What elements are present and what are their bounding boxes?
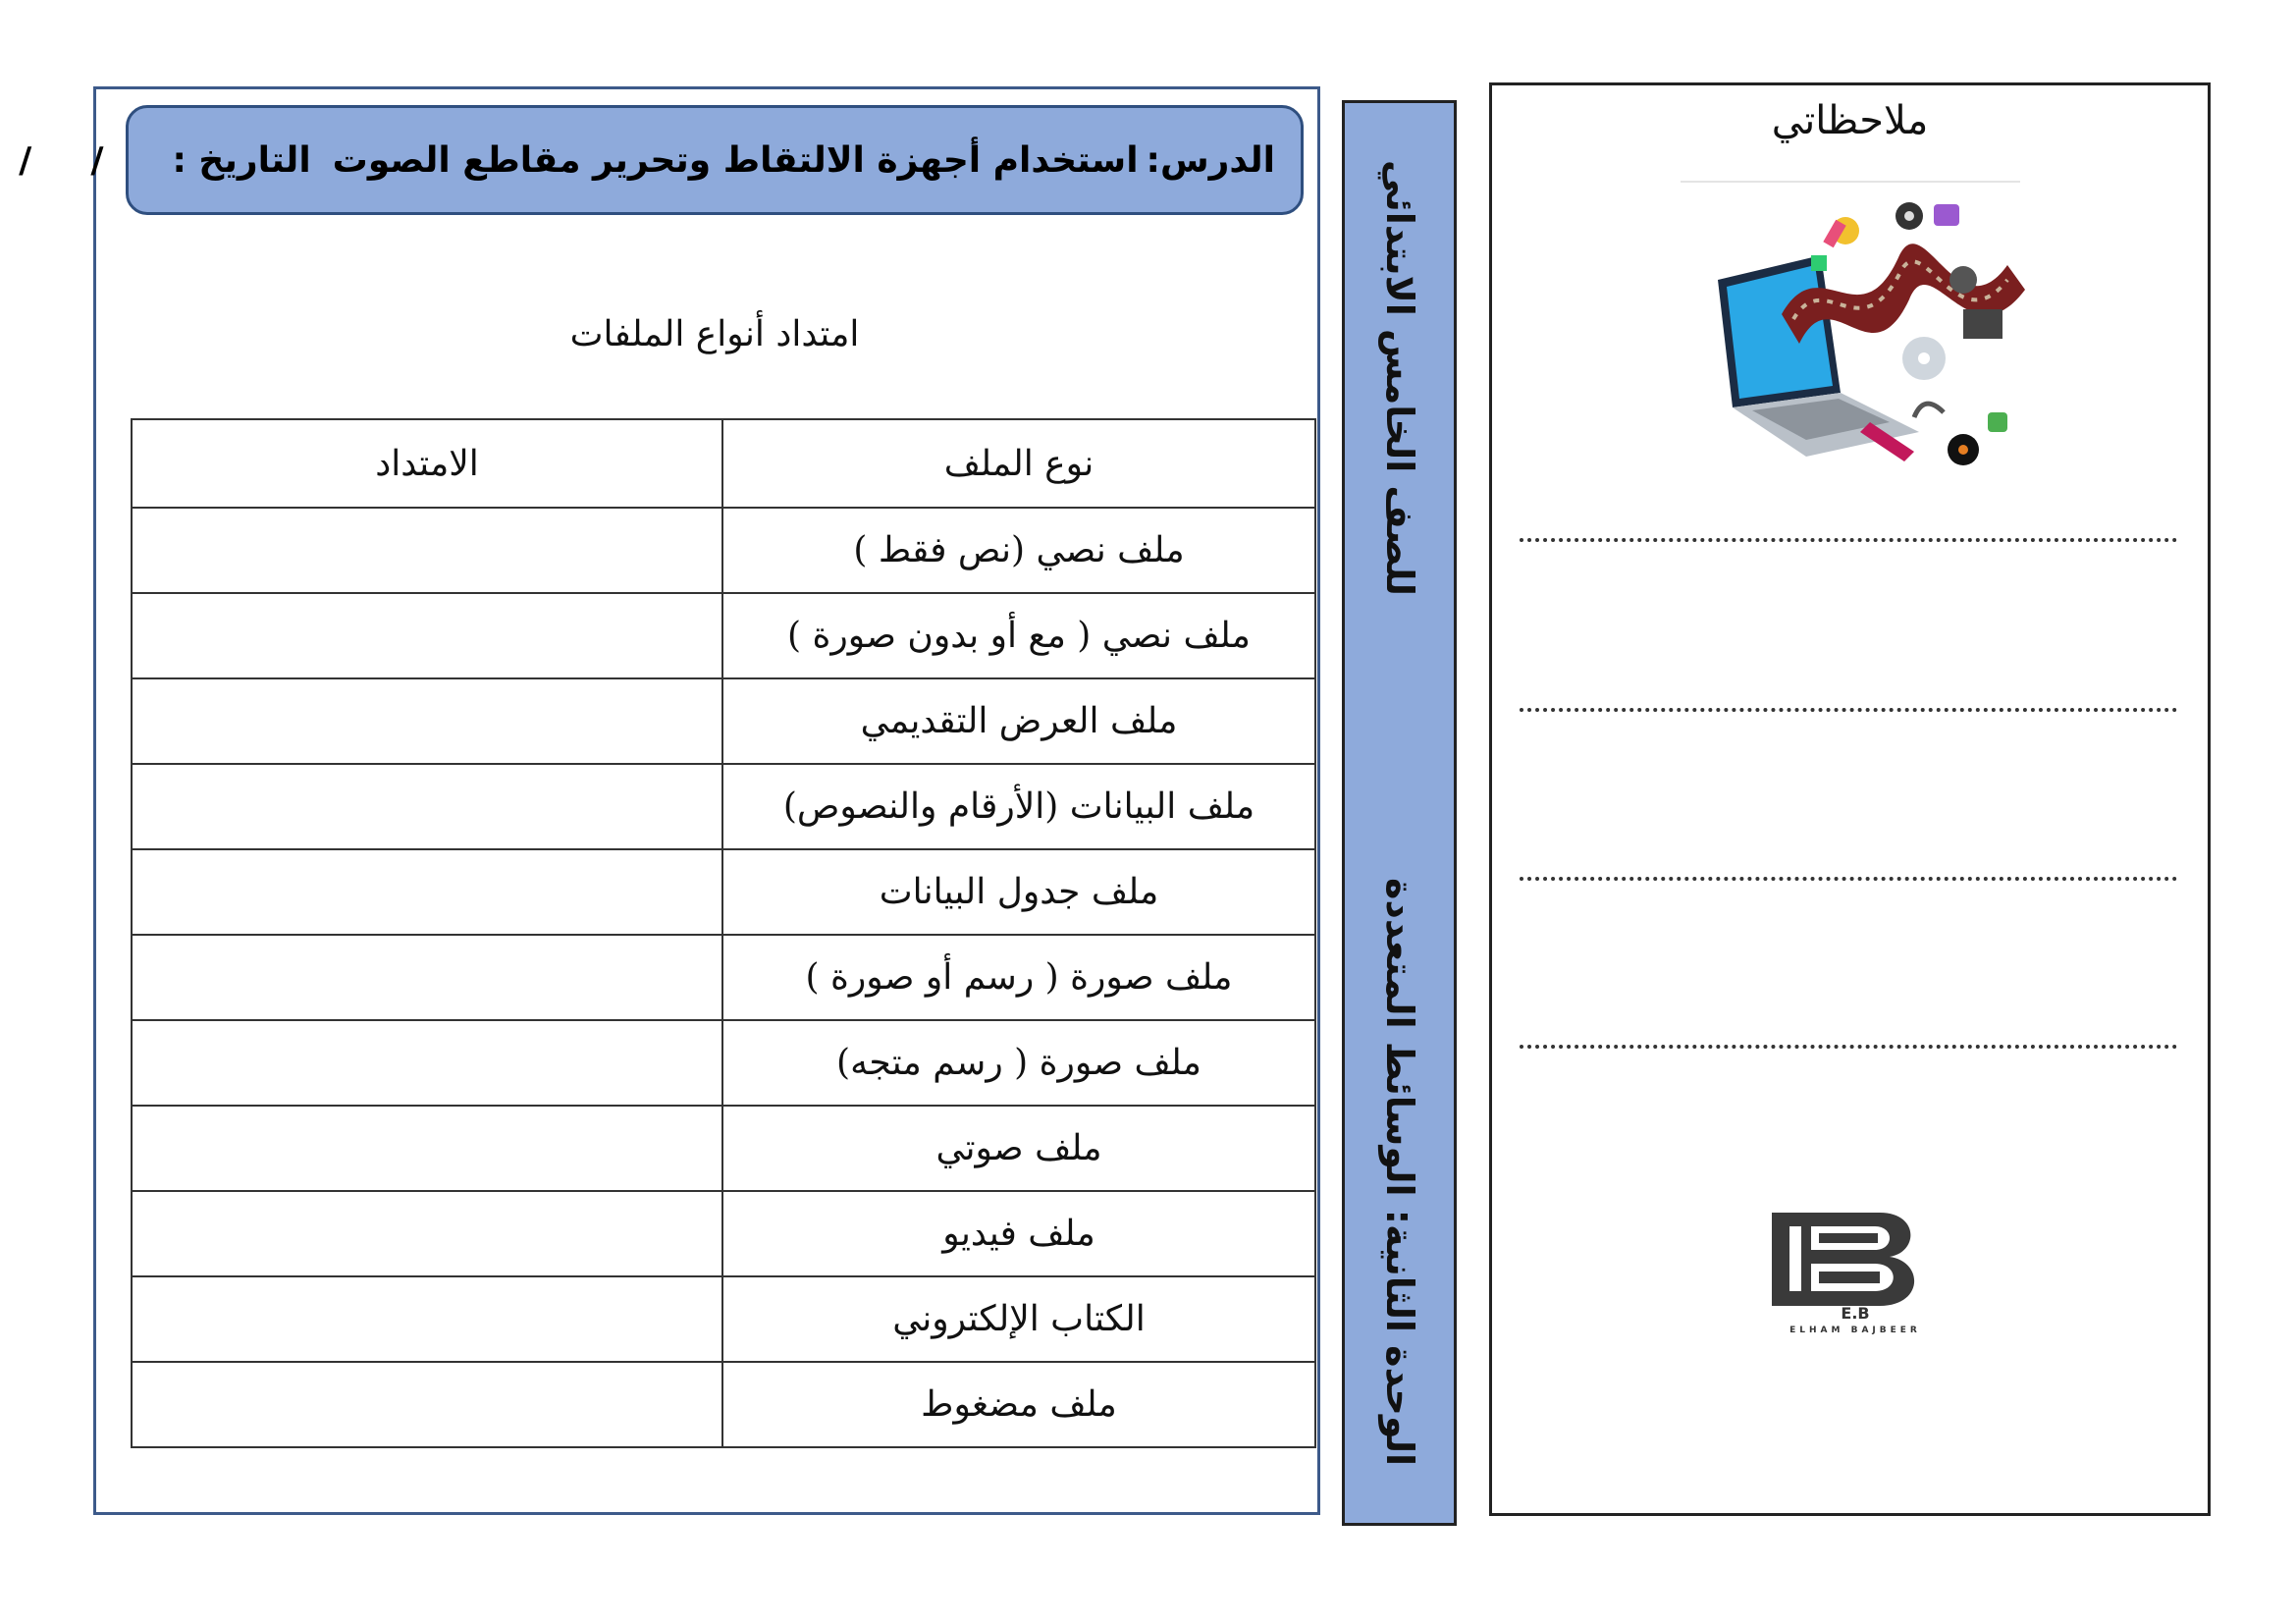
table-row — [132, 1362, 1315, 1447]
table-row — [132, 1106, 1315, 1191]
note-line-1[interactable] — [1520, 538, 2177, 542]
lesson-label: الدرس: — [1146, 139, 1275, 181]
extension-cell[interactable] — [132, 593, 722, 678]
multimedia-illustration — [1713, 187, 2027, 501]
file-type-cell: الكتاب الإلكتروني — [722, 1276, 1315, 1362]
file-type-cell: ملف صوتي — [722, 1106, 1315, 1191]
unit-title: الوحدة الثانية: الوسائط المتعددة — [1377, 877, 1421, 1466]
table-row — [132, 935, 1315, 1020]
extension-cell[interactable] — [132, 678, 722, 764]
note-line-2[interactable] — [1520, 708, 2177, 712]
extension-cell[interactable] — [132, 935, 722, 1020]
file-type-cell: ملف نصي (نص فقط ) — [722, 508, 1315, 593]
logo-caption: ELHAM BAJBEER — [1789, 1326, 1921, 1335]
table-row — [132, 593, 1315, 678]
note-line-4[interactable] — [1520, 1045, 2177, 1049]
file-type-cell: ملف البيانات (الأرقام والنصوص) — [722, 764, 1315, 849]
file-extension-table — [131, 418, 1316, 1448]
section-title: امتداد أنواع الملفات — [569, 314, 860, 354]
file-type-cell: ملف صورة ( رسم متجه) — [722, 1020, 1315, 1106]
notes-divider — [1681, 181, 2020, 183]
file-type-cell: ملف صورة ( رسم أو صورة ) — [722, 935, 1315, 1020]
unit-band — [1342, 100, 1457, 1526]
lesson-header — [19, 105, 1304, 215]
unit-band-text — [1378, 111, 1421, 1515]
table-row — [132, 678, 1315, 764]
table-row — [132, 1020, 1315, 1106]
extension-cell[interactable] — [132, 1191, 722, 1276]
file-type-cell: ملف مضغوط — [722, 1362, 1315, 1447]
logo-letters: E.B — [1841, 1304, 1870, 1323]
lesson-title: استخدام أجهزة الالتقاط وتحرير مقاطع الصوت — [332, 139, 1139, 181]
extension-cell[interactable] — [132, 1106, 722, 1191]
table-row — [132, 1276, 1315, 1362]
date-slash-1: / — [90, 139, 104, 181]
extension-cell[interactable] — [132, 1276, 722, 1362]
file-type-cell: ملف فيديو — [722, 1191, 1315, 1276]
note-line-3[interactable] — [1520, 877, 2177, 881]
header-file-type: نوع الملف — [722, 419, 1315, 508]
table-row — [132, 1191, 1315, 1276]
extension-cell[interactable] — [132, 1362, 722, 1447]
table-header-row — [132, 419, 1315, 508]
extension-cell[interactable] — [132, 508, 722, 593]
notes-title: ملاحظاتي — [1771, 98, 1929, 143]
grade-title: للصف الخامس الابتدائي — [1377, 160, 1421, 596]
header-extension: الامتداد — [132, 419, 722, 508]
file-type-cell: ملف نصي ( مع أو بدون صورة ) — [722, 593, 1315, 678]
date-label: التاريخ : — [172, 139, 311, 181]
table-row — [132, 764, 1315, 849]
extension-cell[interactable] — [132, 764, 722, 849]
file-type-cell: ملف جدول البيانات — [722, 849, 1315, 935]
extension-cell[interactable] — [132, 1020, 722, 1106]
eb-logo — [1762, 1203, 1944, 1335]
table-row — [132, 849, 1315, 935]
file-type-cell: ملف العرض التقديمي — [722, 678, 1315, 764]
table-row — [132, 508, 1315, 593]
extension-cell[interactable] — [132, 849, 722, 935]
table-body — [132, 508, 1315, 1447]
date-slash-2: / — [19, 139, 32, 181]
